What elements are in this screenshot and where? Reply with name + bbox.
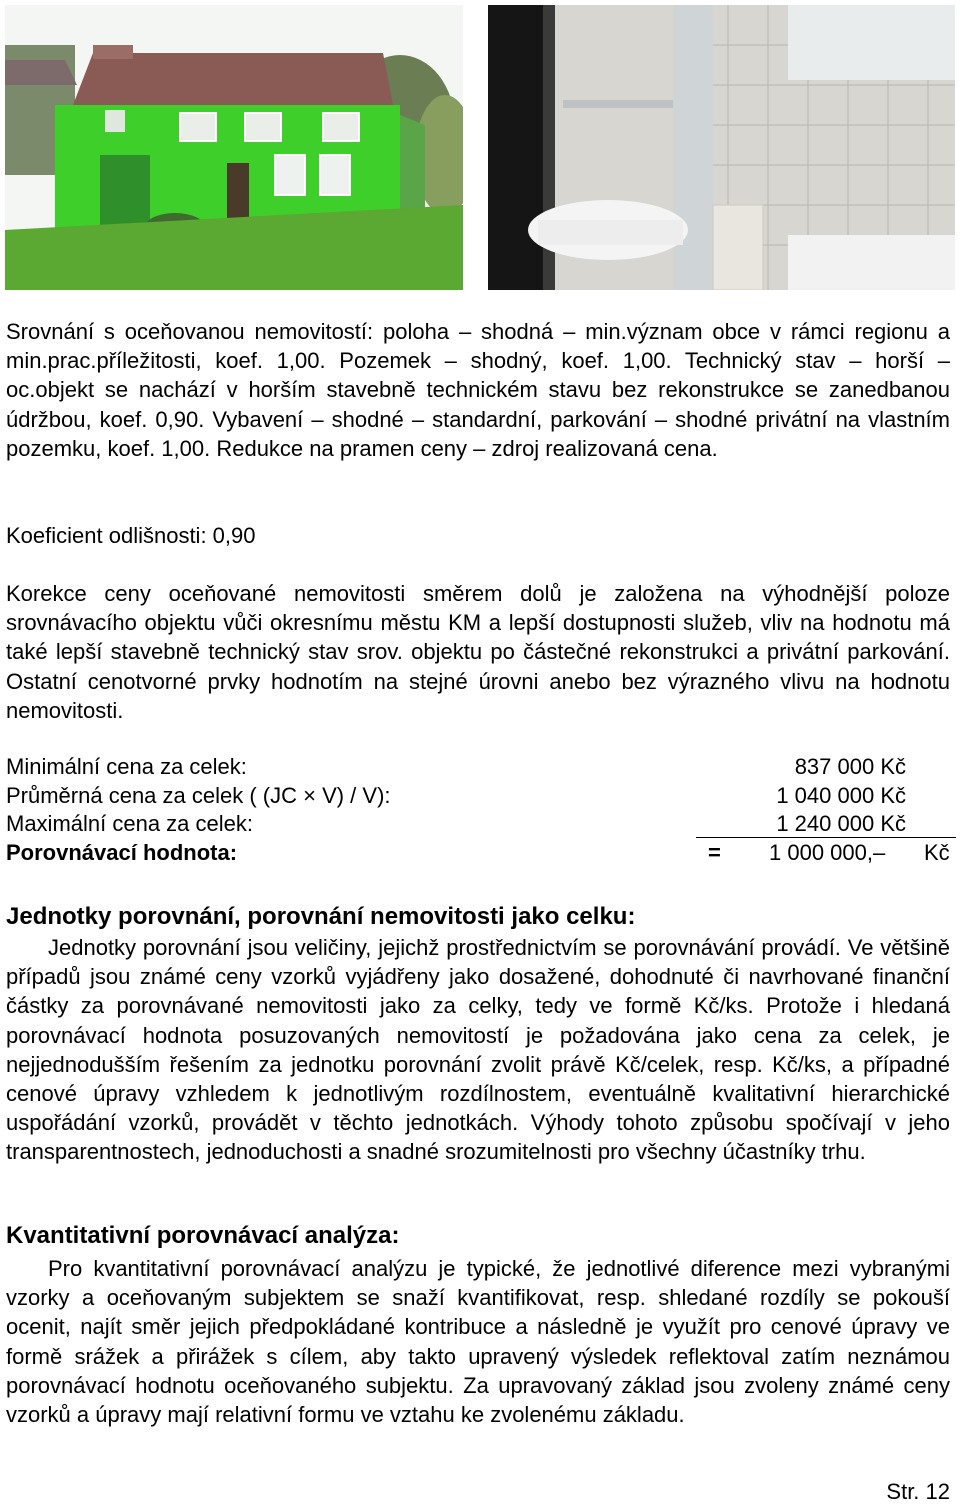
comparison-value: 1 000 000,– (769, 840, 886, 865)
house-photo (5, 5, 463, 290)
min-price-row (6, 752, 950, 781)
avg-price-label: Průměrná cena za celek ( (JC × V) / V): (6, 783, 391, 808)
comparison-paragraph: Srovnání s oceňovanou nemovitostí: poloha – shodná – min.význam obce v rámci regionu a min.prac.příležitosti, koef. 1,00. Pozemek – shodný, koef. 1,00. Technický stav – horší – oc.objekt se nachází v horším stavebně technickém stavu bez rekonstrukce se zanedbanou údržbou, koef. 0,90. Vybavení – shodné – standardní, parkování – shodné privátní na vlastním pozemku, koef. 1,00. Redukce na pramen ceny – zdroj realizovaná cena. (6, 319, 950, 461)
quant-paragraph: Pro kvantitativní porovnávací analýzu je typické, že jednotlivé diference mezi vybranými vzorky a oceňovaným subjektem se snaží kvantifikovat, resp. shledané rozdíly se pokouší ocenit, najít směr jejich předpokládané kontribuce a následně je využít pro cenové úpravy ve formě srážek a přirážek s cílem, aby takto upravený výsledek reflektoval zatím neznámou porovnávací hodnotu oceňovaného subjektu. Za upravovaný základ jsou zvoleny známé ceny vzorků a úpravy mají relativní formu ve vztahu ke zvolenému základu. (6, 1256, 950, 1428)
bathroom-photo (488, 5, 955, 290)
comparison-value-row (6, 838, 950, 867)
max-price-row (6, 809, 950, 838)
coefficient-line: Koeficient odlišnosti: 0,90 (6, 523, 256, 548)
max-price-value: 1 240 000 Kč (776, 811, 906, 836)
comparison-value-label: Porovnávací hodnota: (6, 840, 238, 865)
equals-sign: = (708, 840, 721, 865)
units-heading: Jednotky porovnání, porovnání nemovitosti jako celku: (6, 903, 636, 930)
min-price-label: Minimální cena za celek: (6, 754, 247, 779)
avg-price-row (6, 781, 950, 810)
units-paragraph: Jednotky porovnání jsou veličiny, jejichž prostřednictvím se porovnávání provádí. Ve většině případů jsou známé ceny vzorků vyjádřeny jako dosažené, dohodnuté či navrhované finanční částky za porovnávané nemovitosti jako za celky, tedy ve formě Kč/ks. Protože i hledaná porovnávací hodnota posuzovaných nemovitostí je požadována jako cena za celek, je nejjednodušším řešením za jednotku porovnání zvolit právě Kč/celek, resp. Kč/ks, a případné cenové úpravy vzhledem k jednotlivým rozdílnostem, eventuálně kvalitativní hierarchické uspořádání vzorků, provádět v těchto jednotkách. Výhody tohoto způsobu spočívají v jeho transparentnostech, jednoduchosti a snadné srozumitelnosti pro všechny účastníky trhu. (6, 935, 950, 1165)
max-price-label: Maximální cena za celek: (6, 811, 253, 836)
correction-paragraph: Korekce ceny oceňované nemovitosti směrem dolů je založena na výhodnější poloze srovnávacího objektu vůči okresnímu městu KM a lepší dostupnosti služeb, vliv na hodnotu má také lepší stavebně technický stav srov. objektu po částečné rekonstrukci a privátní parkování. Ostatní cenotvorné prvky hodnotím na stejné úrovni anebo bez výrazného vlivu na hodnotu nemovitosti. (6, 581, 950, 723)
quant-heading: Kvantitativní porovnávací analýza: (6, 1222, 400, 1249)
min-price-value: 837 000 Kč (794, 754, 906, 779)
page-number: Str. 12 (886, 1479, 950, 1504)
comparison-unit: Kč (924, 840, 950, 865)
avg-price-value: 1 040 000 Kč (776, 783, 906, 808)
